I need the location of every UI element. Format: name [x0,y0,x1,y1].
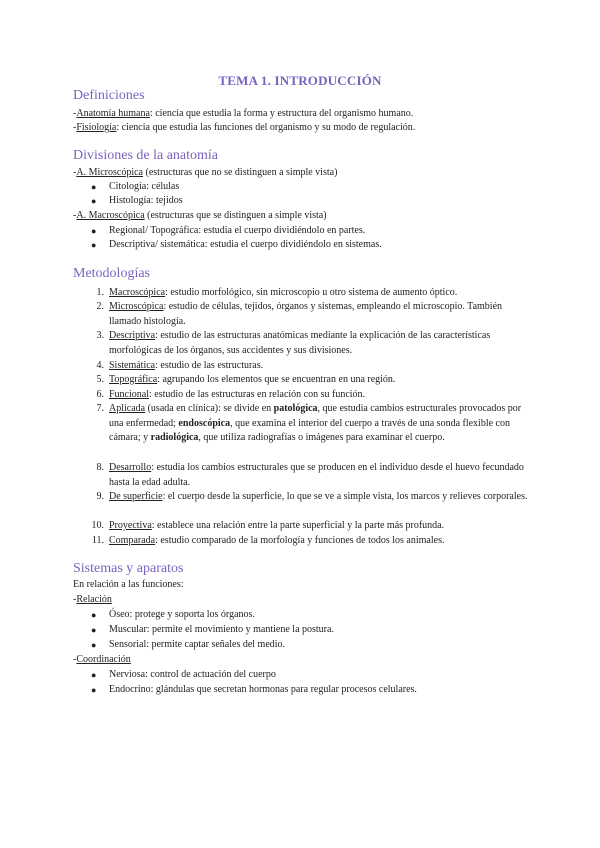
term: Coordinación [76,654,131,665]
division-line [73,209,327,223]
item-text: : agrupando los elementos que se encuentran en una región. [157,374,396,385]
term: Desarrollo [109,462,152,473]
term: Microscópica [109,301,164,312]
division-line [73,166,337,180]
list-item: Endocrino: glándulas que secretan hormonas para regular procesos celulares. [109,684,417,695]
definition-text: : ciencia que estudia las funciones del organismo y su modo de regulación. [116,122,416,133]
list-item [109,373,529,388]
list-number: 1. [96,287,104,298]
list-item [109,359,529,374]
list-item: Descriptiva/ sistemática: estudia el cuerpo dividiéndolo en sistemas. [109,239,382,250]
list-number: 2. [96,301,104,312]
list-number: 11. [91,535,104,546]
section-heading-sistemas: Sistemas y aparatos [73,561,184,576]
list-item: Nerviosa: control de actuación del cuerpo [109,669,276,680]
list-number: 9. [96,491,104,502]
item-text: , que estudia cambios estructurales provocados por una enfermedad; [109,403,522,429]
division-text: (estructuras que se distinguen a simple vista) [144,210,327,221]
group-line [73,593,112,607]
bold-term: radiológica [150,432,199,443]
list-item: Regional/ Topográfica: estudia el cuerpo dividiéndolo en partes. [109,225,366,236]
bullet-icon: ● [91,670,97,680]
term: Funcional [109,389,149,400]
page-title: TEMA 1. INTRODUCCIÓN [218,73,382,88]
term: Anatomía humana [76,108,150,119]
list-number: 3. [96,330,104,341]
section-heading-metodologias: Metodologías [73,266,150,281]
term: Comparada [109,535,156,546]
section-heading-definiciones: Definiciones [73,88,145,103]
list-item [109,329,529,358]
line-prefix: - [73,167,77,178]
term: De superficie [109,491,163,502]
list-item [109,519,529,534]
term: Sistemática [109,360,156,371]
term: A. Macroscópica [76,210,145,221]
list-item [109,286,529,301]
bullet-icon: ● [91,685,97,695]
term: Fisiología [76,122,117,133]
definition-text: : ciencia que estudia la forma y estructura del organismo humano. [149,108,414,119]
item-text: : establece una relación entre la parte superficial y la parte más profunda. [151,520,445,531]
item-text: : estudio comparado de la morfología y funciones de todos los animales. [155,535,445,546]
line-prefix: - [73,122,77,133]
bold-term: endoscópica [178,417,231,429]
item-text: : estudia los cambios estructurales que se producen en el individuo desde el huevo fecundado hasta la edad adulta. [109,462,524,488]
item-text: : estudio de las estructuras. [155,360,264,371]
list-item [109,461,529,490]
bullet-icon: ● [91,240,97,250]
list-item [109,388,529,403]
line-prefix: - [73,654,77,665]
list-item [109,534,529,549]
term: Aplicada [109,403,146,414]
bullet-icon: ● [91,182,97,192]
list-number: 7. [96,403,104,414]
item-text: : estudio morfológico, sin microscopio u otro sistema de aumento óptico. [165,287,458,298]
term: Descriptiva [109,330,156,341]
item-text: : el cuerpo desde la superficie, lo que se ve a simple vista, los marcos y relieves corporales. [162,491,528,502]
list-number: 6. [96,389,104,400]
bullet-icon: ● [91,625,97,635]
bold-term: patológica [273,403,318,414]
bullet-icon: ● [91,196,97,206]
list-number: 4. [96,360,104,371]
list-item: Muscular: permite el movimiento y mantiene la postura. [109,624,334,635]
item-text: , que examina el interior del cuerpo a través de una sonda flexible con cámara; y [109,417,510,443]
term: Relación [76,594,112,605]
list-item: Citología: células [109,181,180,192]
item-text: (usada en clínica): se divide en [145,403,274,414]
list-number: 10. [91,520,104,531]
list-item [109,490,529,505]
bullet-icon: ● [91,610,97,620]
group-line [73,653,131,667]
definition-line [73,107,413,121]
item-text: : estudio de células, tejidos, órganos y sistemas, empleando el microscopio. También llamado histología. [109,301,503,327]
term: Proyectiva [109,520,152,531]
item-text: : estudio de las estructuras en relación con su función. [149,389,366,400]
list-item: Sensorial: permite captar señales del medio. [109,639,286,650]
line-prefix: - [73,210,77,221]
list-item: Óseo: protege y soporta los órganos. [109,609,255,620]
definition-line [73,121,415,135]
term: Macroscópica [109,287,166,298]
list-item [109,402,529,446]
term: Topográfica [109,374,158,385]
list-number: 5. [96,374,104,385]
line-prefix: - [73,108,77,119]
line-prefix: - [73,594,77,605]
section-heading-divisiones: Divisiones de la anatomía [73,148,219,163]
item-text: , que utiliza radiografías o imágenes para examinar el cuerpo. [198,432,445,443]
intro-line: En relación a las funciones: [73,579,184,590]
item-text: : estudio de las estructuras anatómicas mediante la explicación de las características morfológicas de los órganos, sus accidentes y sus divisiones. [109,330,491,356]
list-item: Histología: tejidos [109,195,183,206]
bullet-icon: ● [91,640,97,650]
list-item [109,300,529,329]
term: A. Microscópica [76,167,143,178]
list-number: 8. [96,462,104,473]
bullet-icon: ● [91,226,97,236]
division-text: (estructuras que no se distinguen a simple vista) [143,167,338,178]
